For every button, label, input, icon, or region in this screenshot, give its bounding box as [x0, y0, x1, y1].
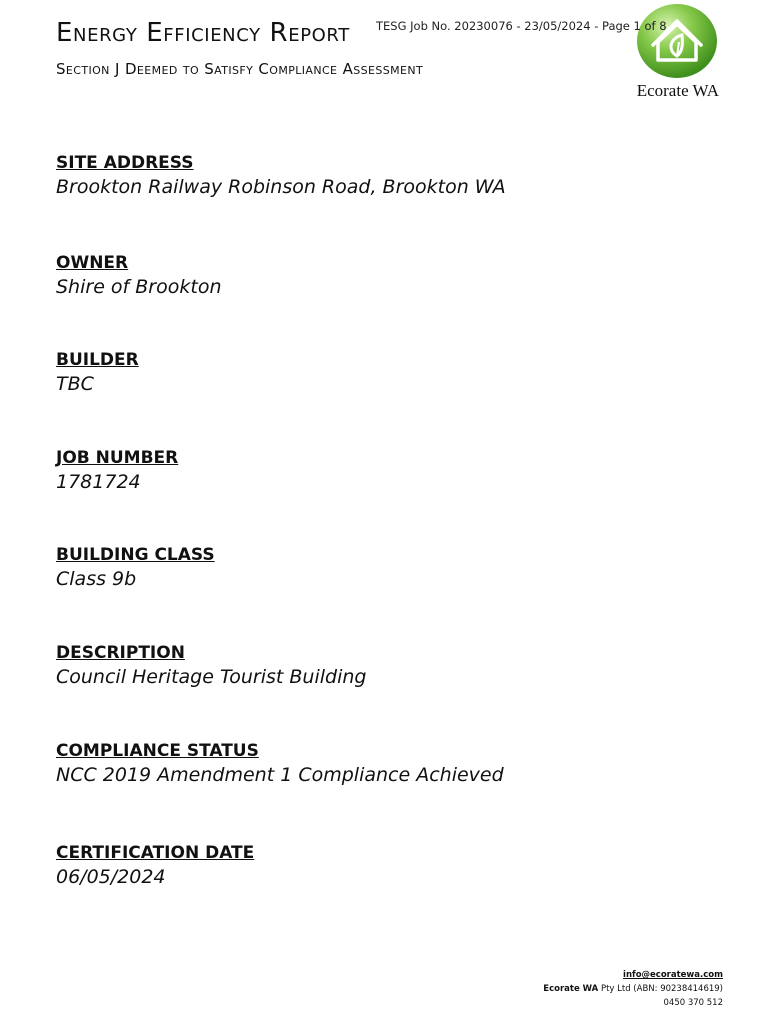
certification-date-label: CERTIFICATION DATE: [56, 843, 255, 863]
description-label: DESCRIPTION: [56, 643, 185, 663]
footer-company-name: Ecorate WA: [543, 984, 599, 994]
footer-email-link[interactable]: info@ecoratewa.com: [623, 970, 723, 980]
description-section: [56, 642, 366, 690]
job-page-line: TESG Job No. 20230076 - 23/05/2024 - Page 1 of 8: [376, 19, 667, 33]
building-class-value: Class 9b: [56, 568, 137, 590]
footer-company-abn: Pty Ltd (ABN: 90238414619): [598, 984, 723, 994]
job-number-label: JOB NUMBER: [56, 448, 179, 468]
description-value: Council Heritage Tourist Building: [56, 666, 367, 688]
owner-label: OWNER: [56, 253, 129, 273]
site-address-label: SITE ADDRESS: [56, 153, 194, 173]
site-address-section: [56, 152, 506, 200]
site-address-value: Brookton Railway Robinson Road, Brookton WA: [56, 176, 506, 198]
certification-date-section: [56, 842, 254, 890]
builder-label: BUILDER: [56, 350, 139, 370]
building-class-label: BUILDING CLASS: [56, 545, 215, 565]
compliance-status-section: [56, 740, 504, 788]
job-number-value: 1781724: [56, 471, 141, 493]
compliance-status-value: NCC 2019 Amendment 1 Compliance Achieved: [56, 764, 504, 786]
company-name: Ecorate WA: [636, 81, 719, 100]
builder-value: TBC: [56, 373, 94, 395]
building-class-section: [56, 544, 215, 592]
builder-section: [56, 349, 139, 397]
footer-company-line: [543, 982, 723, 996]
compliance-status-label: COMPLIANCE STATUS: [56, 741, 259, 761]
owner-value: Shire of Brookton: [56, 276, 222, 298]
footer: [543, 968, 723, 1010]
certification-date-value: 06/05/2024: [56, 866, 166, 888]
job-number-section: [56, 447, 178, 495]
report-subtitle: Section J Deemed to Satisfy Compliance Assessment: [56, 60, 424, 78]
report-title: Energy Efficiency Report: [56, 18, 350, 48]
owner-section: [56, 252, 222, 300]
green-house-leaf-logo-icon: [636, 2, 718, 80]
footer-phone: 0450 370 512: [663, 998, 723, 1008]
